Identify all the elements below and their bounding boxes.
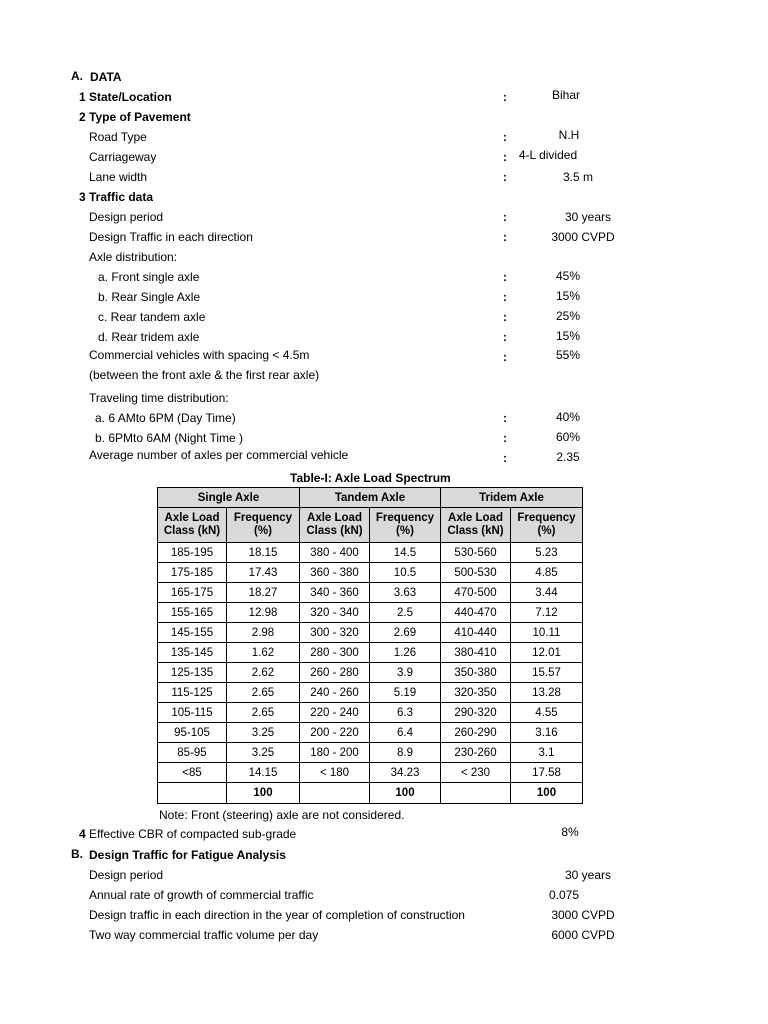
design-traffic-completion-label: Design traffic in each direction in the year of completion of construction (89, 908, 465, 922)
table-cell: 17.43 (227, 563, 300, 583)
axle-load-spectrum-table (157, 487, 583, 804)
table-cell: 2.5 (370, 603, 441, 623)
table-cell: 320 - 340 (300, 603, 370, 623)
rear-single-axle-value: 15% (555, 289, 581, 303)
table-cell: 115-125 (158, 683, 227, 703)
table-cell: 230-260 (441, 743, 511, 763)
table-cell: 1.62 (227, 643, 300, 663)
group-header-tandem: Tandem Axle (300, 488, 441, 508)
rear-tridem-axle-value: 15% (555, 329, 581, 343)
totals-row (158, 783, 583, 804)
empty-cell (300, 783, 370, 804)
table-cell: 180 - 200 (300, 743, 370, 763)
table-cell: 4.85 (511, 563, 583, 583)
table-cell: 220 - 240 (300, 703, 370, 723)
table-cell: 17.58 (511, 763, 583, 783)
table-cell: 3.9 (370, 663, 441, 683)
table-cell: <85 (158, 763, 227, 783)
table-row (158, 623, 583, 643)
two-way-traffic-label: Two way commercial traffic volume per day (89, 928, 319, 942)
table-cell: 10.11 (511, 623, 583, 643)
total-tridem: 100 (511, 783, 583, 804)
front-single-axle-label: a. Front single axle (98, 270, 200, 284)
carriageway-label: Carriageway (89, 150, 157, 164)
table-cell: 18.27 (227, 583, 300, 603)
rear-tandem-axle-value: 25% (555, 309, 581, 323)
table-row (158, 703, 583, 723)
table-cell: 6.4 (370, 723, 441, 743)
table-cell: 410-440 (441, 623, 511, 643)
road-type-value: N.H (558, 128, 580, 142)
table-cell: 530-560 (441, 543, 511, 563)
table-cell: 13.28 (511, 683, 583, 703)
carriageway-value: 4-L divided (518, 148, 578, 162)
table-row (158, 543, 583, 563)
table-cell: 300 - 320 (300, 623, 370, 643)
spacing-note: (between the front axle & the first rear axle) (89, 368, 320, 382)
rear-single-axle-label: b. Rear Single Axle (98, 290, 201, 304)
night-time-value: 60% (555, 430, 581, 444)
table-cell: 3.25 (227, 743, 300, 763)
table-row (158, 743, 583, 763)
empty-cell (158, 783, 227, 804)
table-cell: 5.23 (511, 543, 583, 563)
column-header-frequency: Frequency (%) (370, 508, 441, 543)
table-cell: 12.98 (227, 603, 300, 623)
table-cell: 10.5 (370, 563, 441, 583)
item-1-number: 1 (79, 90, 86, 104)
section-a-letter: A. (71, 69, 83, 83)
b-design-period-value: 30 years (564, 868, 612, 882)
item-3-label: Traffic data (89, 190, 154, 204)
table-cell: 14.5 (370, 543, 441, 563)
table-cell: 185-195 (158, 543, 227, 563)
table-cell: 3.16 (511, 723, 583, 743)
table-cell: 3.63 (370, 583, 441, 603)
table-cell: 280 - 300 (300, 643, 370, 663)
table-cell: 290-320 (441, 703, 511, 723)
section-b-title: Design Traffic for Fatigue Analysis (89, 848, 286, 862)
colon: : (503, 90, 507, 104)
table-cell: 260-290 (441, 723, 511, 743)
table-cell: 2.65 (227, 683, 300, 703)
table-cell: 125-135 (158, 663, 227, 683)
table-cell: 340 - 360 (300, 583, 370, 603)
lane-width-value: 3.5 m (562, 170, 593, 184)
growth-rate-value: 0.075 (548, 888, 580, 902)
table-cell: 135-145 (158, 643, 227, 663)
rear-tandem-axle-label: c. Rear tandem axle (98, 310, 206, 324)
avg-axles-value: 2.35 (556, 450, 580, 464)
table-cell: 85-95 (158, 743, 227, 763)
column-header-load-class: Axle Load Class (kN) (158, 508, 227, 543)
table-cell: 18.15 (227, 543, 300, 563)
design-traffic-completion-value: 3000 CVPD (551, 908, 615, 922)
table-cell: 95-105 (158, 723, 227, 743)
total-tandem: 100 (370, 783, 441, 804)
table-row (158, 723, 583, 743)
table-cell: 12.01 (511, 643, 583, 663)
colon: : (503, 210, 507, 224)
table-row (158, 643, 583, 663)
table-row (158, 683, 583, 703)
section-b-letter: B. (71, 847, 83, 861)
colon: : (503, 290, 507, 304)
item-2-number: 2 (79, 110, 86, 124)
table-cell: 2.65 (227, 703, 300, 723)
two-way-traffic-value: 6000 CVPD (551, 928, 615, 942)
empty-cell (441, 783, 511, 804)
road-type-label: Road Type (89, 130, 147, 144)
growth-rate-label: Annual rate of growth of commercial traffic (89, 888, 314, 902)
table-row (158, 603, 583, 623)
colon: : (503, 411, 507, 425)
colon: : (503, 150, 507, 164)
item-4-number: 4 (79, 827, 86, 841)
table-cell: 360 - 380 (300, 563, 370, 583)
colon: : (503, 270, 507, 284)
travel-time-label: Traveling time distribution: (89, 391, 229, 405)
design-traffic-label: Design Traffic in each direction (89, 230, 253, 244)
front-single-axle-value: 45% (555, 269, 581, 283)
table-cell: 240 - 260 (300, 683, 370, 703)
table-cell: < 230 (441, 763, 511, 783)
rear-tridem-axle-label: d. Rear tridem axle (98, 330, 200, 344)
table-cell: < 180 (300, 763, 370, 783)
table-cell: 350-380 (441, 663, 511, 683)
table-cell: 3.1 (511, 743, 583, 763)
table-cell: 7.12 (511, 603, 583, 623)
table-cell: 6.3 (370, 703, 441, 723)
table-cell: 260 - 280 (300, 663, 370, 683)
colon: : (503, 170, 507, 184)
table-cell: 145-155 (158, 623, 227, 643)
colon: : (503, 451, 507, 465)
lane-width-label: Lane width (89, 170, 148, 184)
colon: : (503, 230, 507, 244)
table-cell: 34.23 (370, 763, 441, 783)
group-header-tridem: Tridem Axle (441, 488, 583, 508)
day-time-label: a. 6 AMto 6PM (Day Time) (95, 411, 236, 425)
day-time-value: 40% (555, 410, 581, 424)
design-period-value: 30 years (564, 210, 612, 224)
table-title: Table-I: Axle Load Spectrum (290, 471, 451, 485)
table-cell: 2.62 (227, 663, 300, 683)
table-cell: 105-115 (158, 703, 227, 723)
table-row (158, 663, 583, 683)
item-3-number: 3 (79, 190, 86, 204)
table-cell: 175-185 (158, 563, 227, 583)
state-value: Bihar (551, 88, 580, 102)
table-note: Note: Front (steering) axle are not considered. (159, 808, 405, 822)
b-design-period-label: Design period (89, 868, 164, 882)
table-cell: 320-350 (441, 683, 511, 703)
total-single: 100 (227, 783, 300, 804)
table-cell: 500-530 (441, 563, 511, 583)
cbr-value: 8% (561, 825, 579, 839)
table-cell: 3.44 (511, 583, 583, 603)
table-cell: 380-410 (441, 643, 511, 663)
group-header-single: Single Axle (158, 488, 300, 508)
table-cell: 165-175 (158, 583, 227, 603)
column-header-frequency: Frequency (%) (227, 508, 300, 543)
colon: : (503, 310, 507, 324)
colon: : (503, 130, 507, 144)
colon: : (503, 330, 507, 344)
spacing-value: 55% (555, 348, 581, 362)
cbr-label: Effective CBR of compacted sub-grade (89, 827, 297, 841)
design-period-label: Design period (89, 210, 164, 224)
column-header-load-class: Axle Load Class (kN) (300, 508, 370, 543)
item-1-label: State/Location (89, 90, 172, 104)
table-cell: 15.57 (511, 663, 583, 683)
table-cell: 200 - 220 (300, 723, 370, 743)
section-a-title: DATA (90, 70, 122, 84)
table-cell: 4.55 (511, 703, 583, 723)
table-cell: 440-470 (441, 603, 511, 623)
column-header-load-class: Axle Load Class (kN) (441, 508, 511, 543)
night-time-label: b. 6PMto 6AM (Night Time ) (95, 431, 244, 445)
table-cell: 5.19 (370, 683, 441, 703)
design-traffic-value: 3000 CVPD (551, 230, 615, 244)
table-row (158, 583, 583, 603)
table-cell: 380 - 400 (300, 543, 370, 563)
table-cell: 2.69 (370, 623, 441, 643)
axle-distribution-label: Axle distribution: (89, 250, 178, 264)
table-cell: 1.26 (370, 643, 441, 663)
table-cell: 155-165 (158, 603, 227, 623)
table-cell: 8.9 (370, 743, 441, 763)
table-cell: 3.25 (227, 723, 300, 743)
table-row (158, 563, 583, 583)
table-cell: 470-500 (441, 583, 511, 603)
table-row (158, 763, 583, 783)
spacing-label: Commercial vehicles with spacing < 4.5m (89, 348, 310, 362)
table-cell: 14.15 (227, 763, 300, 783)
column-header-frequency: Frequency (%) (511, 508, 583, 543)
colon: : (503, 350, 507, 364)
avg-axles-label: Average number of axles per commercial vehicle (89, 448, 349, 462)
colon: : (503, 431, 507, 445)
table-cell: 2.98 (227, 623, 300, 643)
item-2-label: Type of Pavement (89, 110, 191, 124)
